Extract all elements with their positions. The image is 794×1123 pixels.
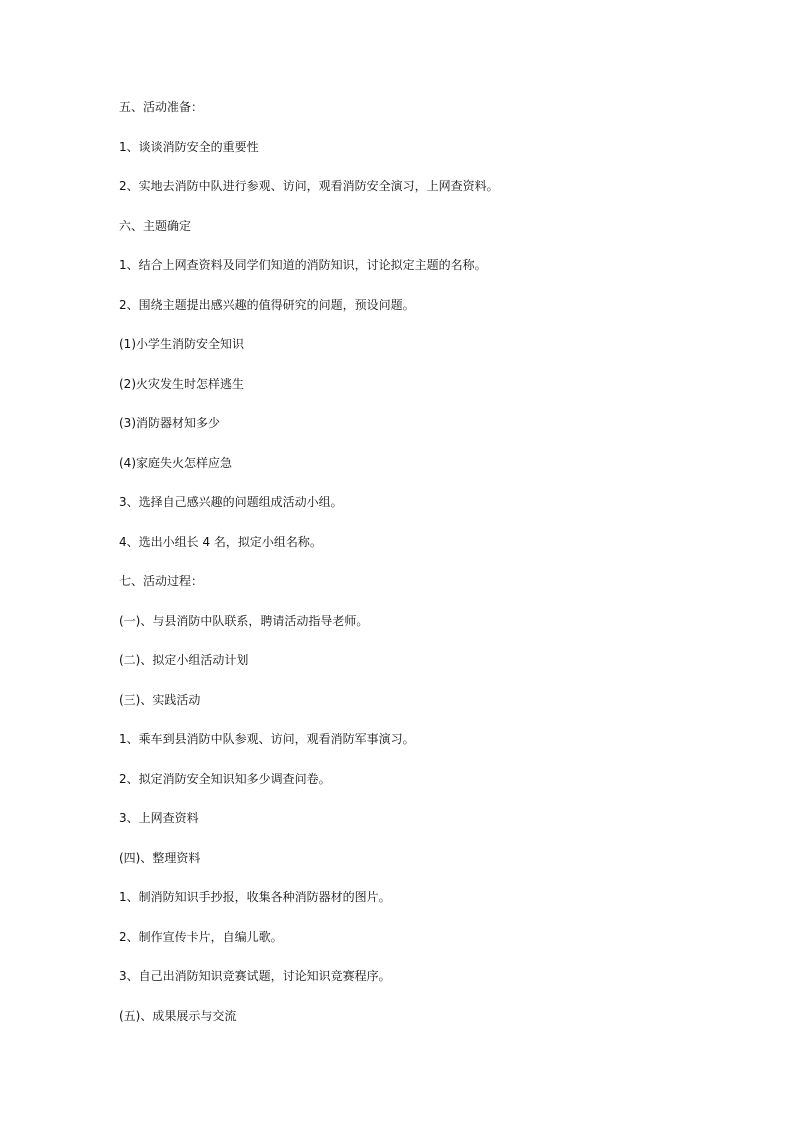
paragraph-line: 1、结合上网查资料及同学们知道的消防知识，讨论拟定主题的名称。 [119,258,487,272]
paragraph-line: 1、制消防知识手抄报，收集各种消防器材的图片。 [119,890,391,904]
paragraph-line: 1、乘车到县消防中队参观、访问，观看消防军事演习。 [119,732,415,746]
paragraph-line: 2、围绕主题提出感兴趣的值得研究的问题，预设问题。 [119,297,415,312]
paragraph-line: 1、谈谈消防安全的重要性 [119,139,259,154]
subsection-heading: (一)、与县消防中队联系，聘请活动指导老师。 [119,613,369,628]
subsection-heading: (二)、拟定小组活动计划 [119,653,249,667]
document-body [119,99,719,1047]
section-heading-preparation: 五、活动准备： [119,100,204,114]
subsection-heading: (三)、实践活动 [119,692,201,707]
paragraph-line: 4、选出小组长 4 名，拟定小组名称。 [119,534,322,549]
list-item: (4)家庭失火怎样应急 [119,455,232,470]
subsection-heading: (五)、成果展示与交流 [119,1008,237,1023]
paragraph-line: 2、拟定消防安全知识知多少调查问卷。 [119,771,331,786]
paragraph-line: 3、自己出消防知识竞赛试题，讨论知识竞赛程序。 [119,969,391,983]
section-heading-process: 七、活动过程： [119,574,204,588]
paragraph-line: 2、制作宣传卡片，自编儿歌。 [119,929,283,944]
list-item: (2)火灾发生时怎样逃生 [119,376,244,391]
list-item: (3)消防器材知多少 [119,416,220,430]
list-item: (1)小学生消防安全知识 [119,337,244,351]
paragraph-line: 2、实地去消防中队进行参观、访问，观看消防安全演习，上网查资料。 [119,179,499,193]
section-heading-theme: 六、主题确定 [119,218,192,233]
paragraph-line: 3、上网查资料 [119,811,199,825]
paragraph-line: 3、选择自己感兴趣的问题组成活动小组。 [119,495,343,509]
subsection-heading: (四)、整理资料 [119,850,201,865]
